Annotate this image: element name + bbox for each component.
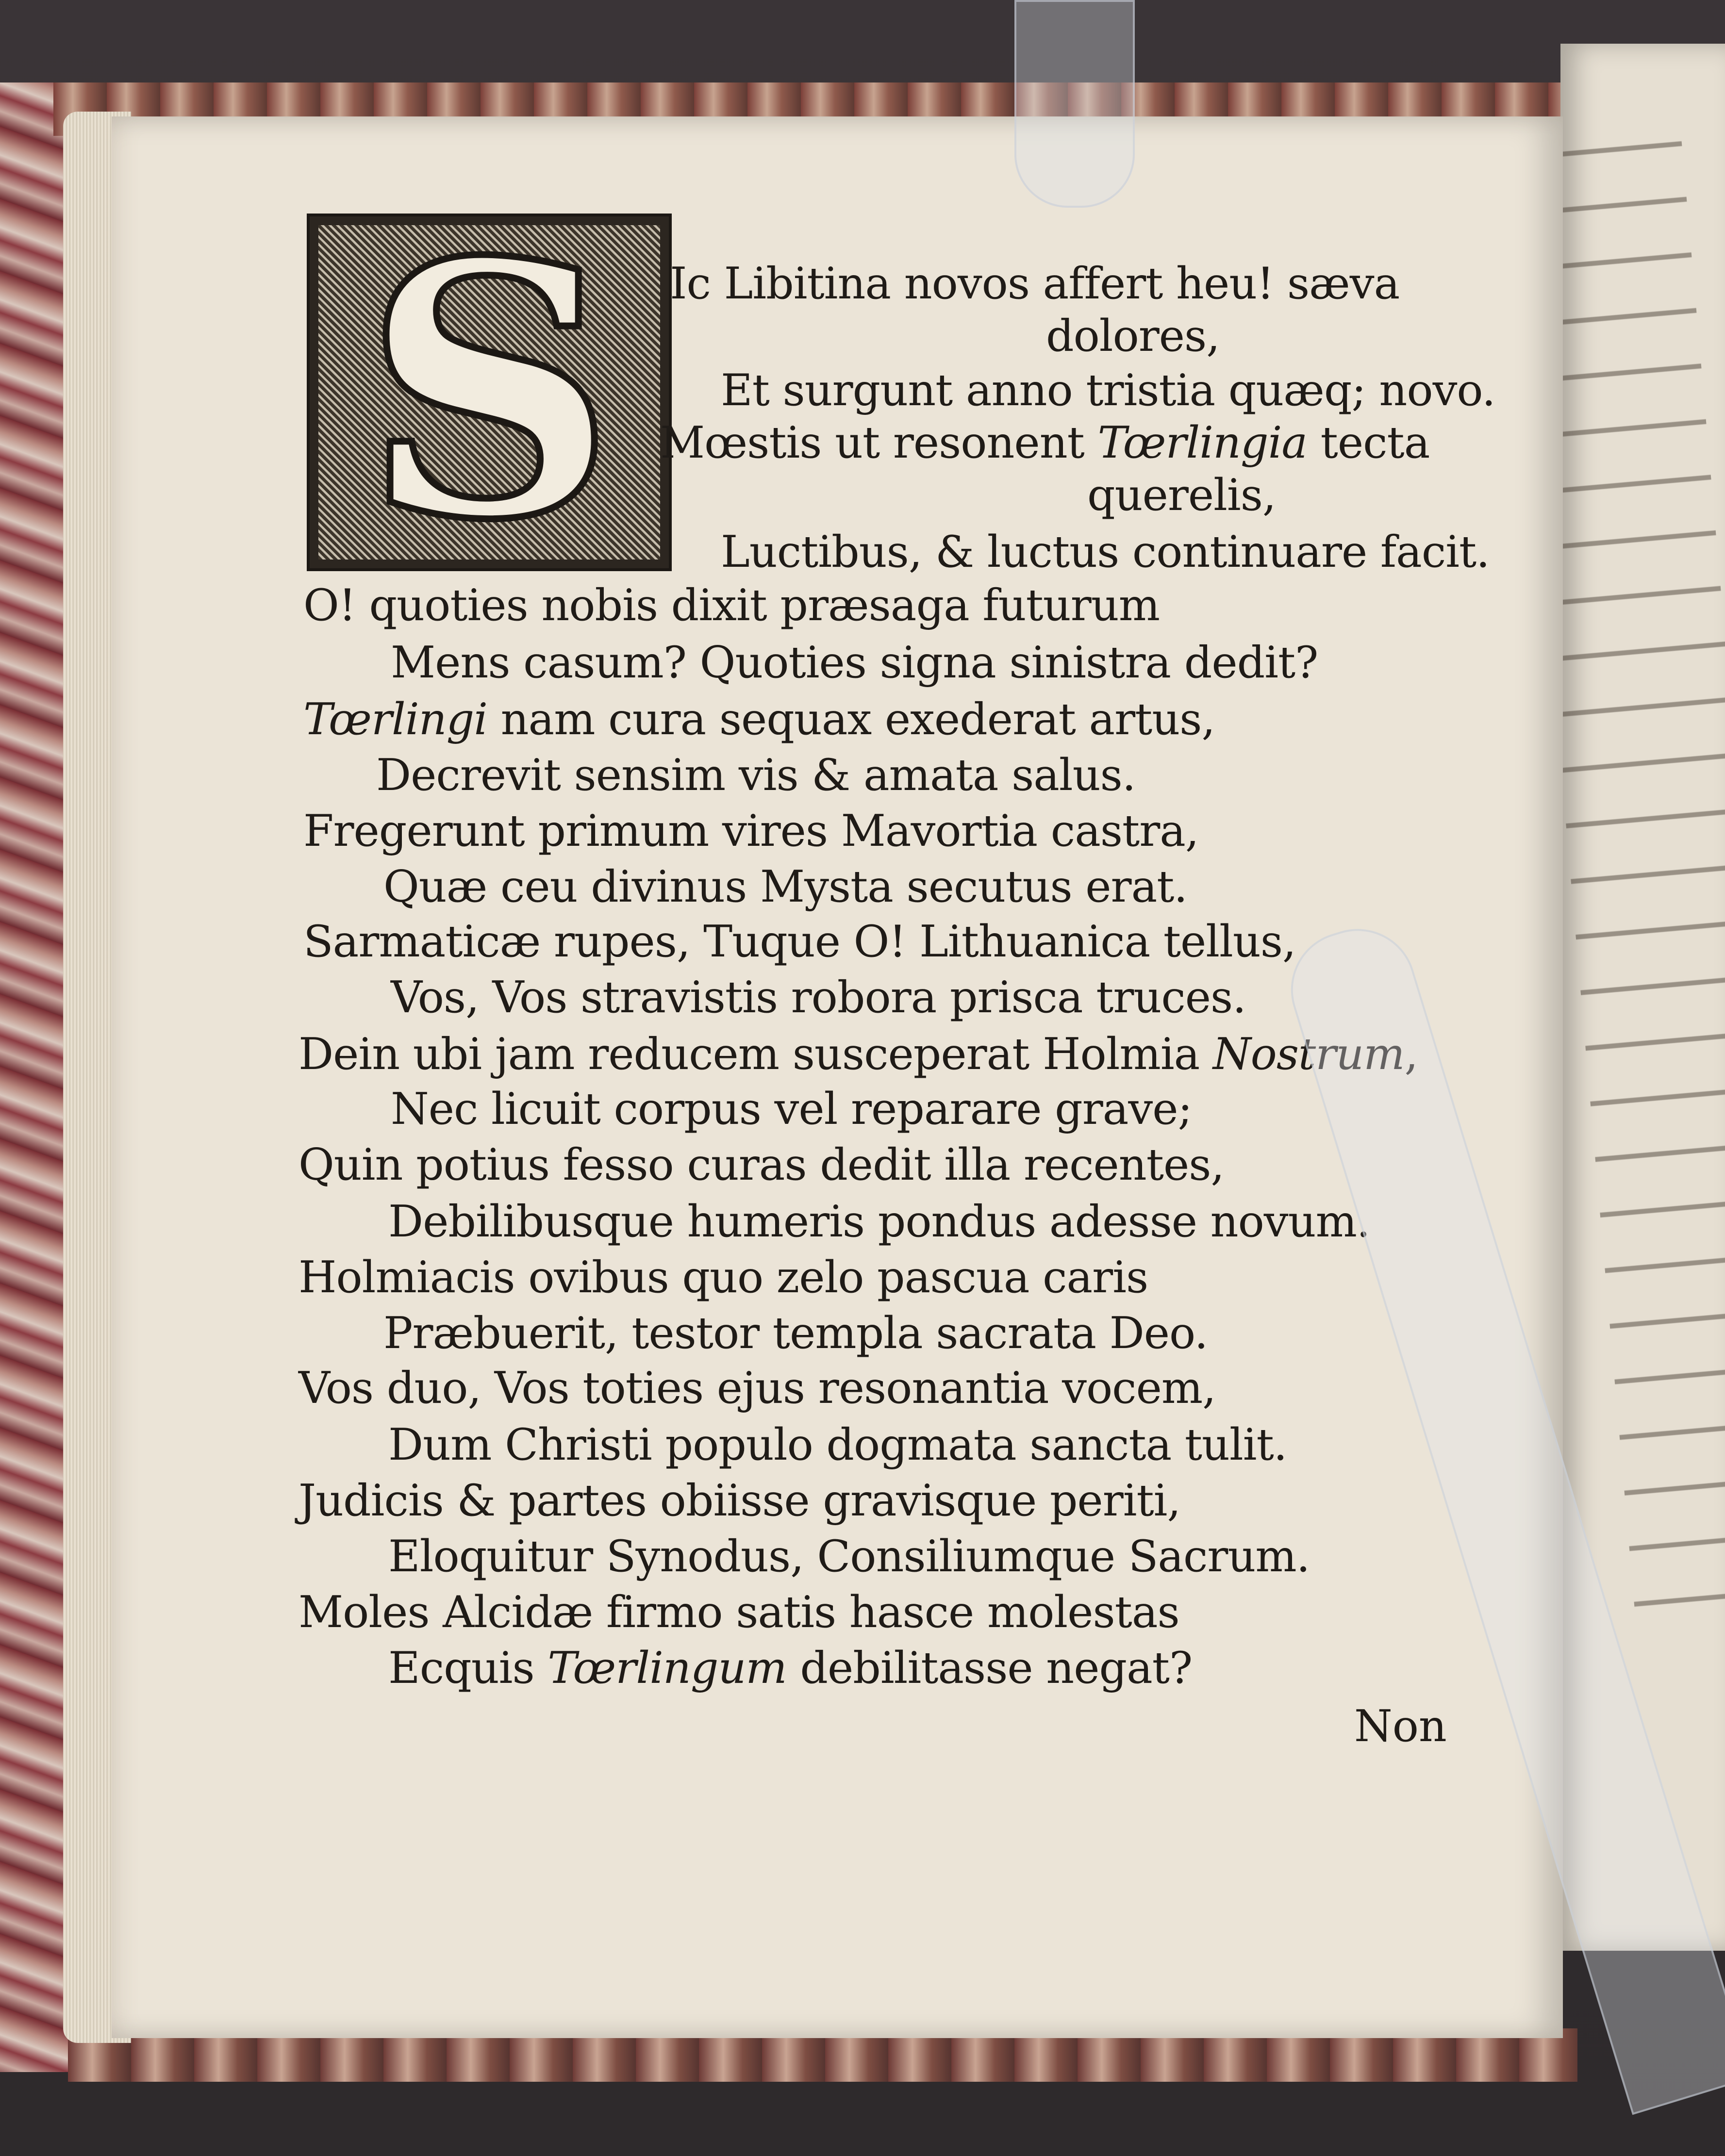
verse-text: Mœstis ut resonent bbox=[660, 417, 1098, 468]
verse-text: querelis, bbox=[1087, 470, 1276, 521]
verse-line-9 bbox=[303, 694, 1215, 745]
verse-text: Vos duo, Vos toties ejus resonantia vocem, bbox=[299, 1363, 1216, 1414]
verse-text: Fregerunt primum vires Mavortia castra, bbox=[303, 806, 1199, 856]
verse-line-11 bbox=[303, 806, 1199, 856]
verse-text: Et surgunt anno tristia quæq; novo. bbox=[721, 365, 1495, 416]
verse-line-13 bbox=[303, 916, 1296, 967]
verse-line-17 bbox=[299, 1139, 1224, 1190]
italic-name: Nostrum bbox=[1212, 1029, 1405, 1080]
verse-text: Quæ ceu divinus Mysta secutus erat. bbox=[383, 861, 1188, 912]
verse-text: tecta bbox=[1307, 417, 1430, 468]
verse-text: dolores, bbox=[1046, 311, 1220, 362]
verse-text: Quin potius fesso curas dedit illa recentes, bbox=[299, 1139, 1224, 1190]
initial-letter: S bbox=[363, 186, 615, 596]
facing-page-text-lines bbox=[1560, 112, 1725, 1626]
verse-line-7 bbox=[303, 580, 1160, 631]
italic-name: Tœrlingia bbox=[1097, 417, 1308, 468]
verse-line-4 bbox=[660, 417, 1429, 468]
verse-text: debilitasse negat? bbox=[786, 1643, 1193, 1694]
verse-line-16 bbox=[391, 1084, 1192, 1135]
verse-text: Judicis & partes obiisse gravisque periti, bbox=[299, 1475, 1181, 1526]
verse-text: nam cura sequax exederat artus, bbox=[487, 694, 1215, 745]
verse-text: Dein ubi jam reducem susceperat Holmia bbox=[299, 1029, 1213, 1080]
verse-line-12 bbox=[383, 861, 1187, 912]
verse-text: , bbox=[1404, 1029, 1418, 1080]
verse-line-15 bbox=[299, 1029, 1418, 1080]
verse-line-19 bbox=[299, 1252, 1148, 1303]
verse-text: Nec licuit corpus vel reparare grave; bbox=[391, 1084, 1192, 1135]
page-clip-top bbox=[1014, 0, 1135, 208]
verse-text: Holmiacis ovibus quo zelo pascua caris bbox=[299, 1252, 1148, 1303]
verse-line-8 bbox=[391, 637, 1318, 688]
italic-name: Tœrlingi bbox=[303, 694, 487, 745]
verse-text: Dum Christi populo dogmata sancta tulit. bbox=[388, 1419, 1287, 1470]
catchword: Non bbox=[1354, 1701, 1447, 1752]
verse-text: Moles Alcidæ firmo satis hasce molestas bbox=[299, 1587, 1179, 1638]
verse-line-10 bbox=[376, 750, 1135, 801]
verse-text: O! quoties nobis dixit præsaga futurum bbox=[303, 580, 1160, 631]
verse-line-1 bbox=[670, 258, 1399, 309]
verse-line-14 bbox=[391, 972, 1246, 1023]
verse-line-18 bbox=[388, 1196, 1370, 1247]
verse-line-25 bbox=[299, 1587, 1179, 1638]
verse-text: Præbuerit, testor templa sacrata Deo. bbox=[383, 1308, 1208, 1359]
verse-text: Sarmaticæ rupes, Tuque O! Lithuanica tellus, bbox=[303, 916, 1296, 967]
verse-text: Mens casum? Quoties signa sinistra dedit? bbox=[391, 637, 1318, 688]
verse-text: Ecquis bbox=[388, 1643, 548, 1694]
verse-text: Vos, Vos stravistis robora prisca truces. bbox=[391, 972, 1246, 1023]
decorated-initial bbox=[307, 186, 672, 596]
verse-line-22 bbox=[388, 1419, 1287, 1470]
verse-line-21 bbox=[299, 1363, 1216, 1414]
verse-line-24 bbox=[388, 1531, 1310, 1582]
verse-line-20 bbox=[383, 1308, 1208, 1359]
verse-line-3 bbox=[721, 365, 1495, 416]
verse-text: Ic Libitina novos affert heu! sæva bbox=[670, 258, 1400, 309]
verse-line-5 bbox=[1087, 470, 1276, 521]
verse-text: Decrevit sensim vis & amata salus. bbox=[376, 750, 1136, 801]
verse-line-2 bbox=[1046, 311, 1220, 362]
verse-text: Luctibus, & luctus continuare facit. bbox=[721, 527, 1490, 577]
verse-text: Debilibusque humeris pondus adesse novum. bbox=[388, 1196, 1370, 1247]
italic-name: Tœrlingum bbox=[547, 1643, 787, 1694]
verse-line-23 bbox=[299, 1475, 1180, 1526]
verse-text: Eloquitur Synodus, Consiliumque Sacrum. bbox=[388, 1531, 1310, 1582]
verse-line-6 bbox=[721, 527, 1490, 577]
verse-line-26 bbox=[388, 1643, 1192, 1694]
